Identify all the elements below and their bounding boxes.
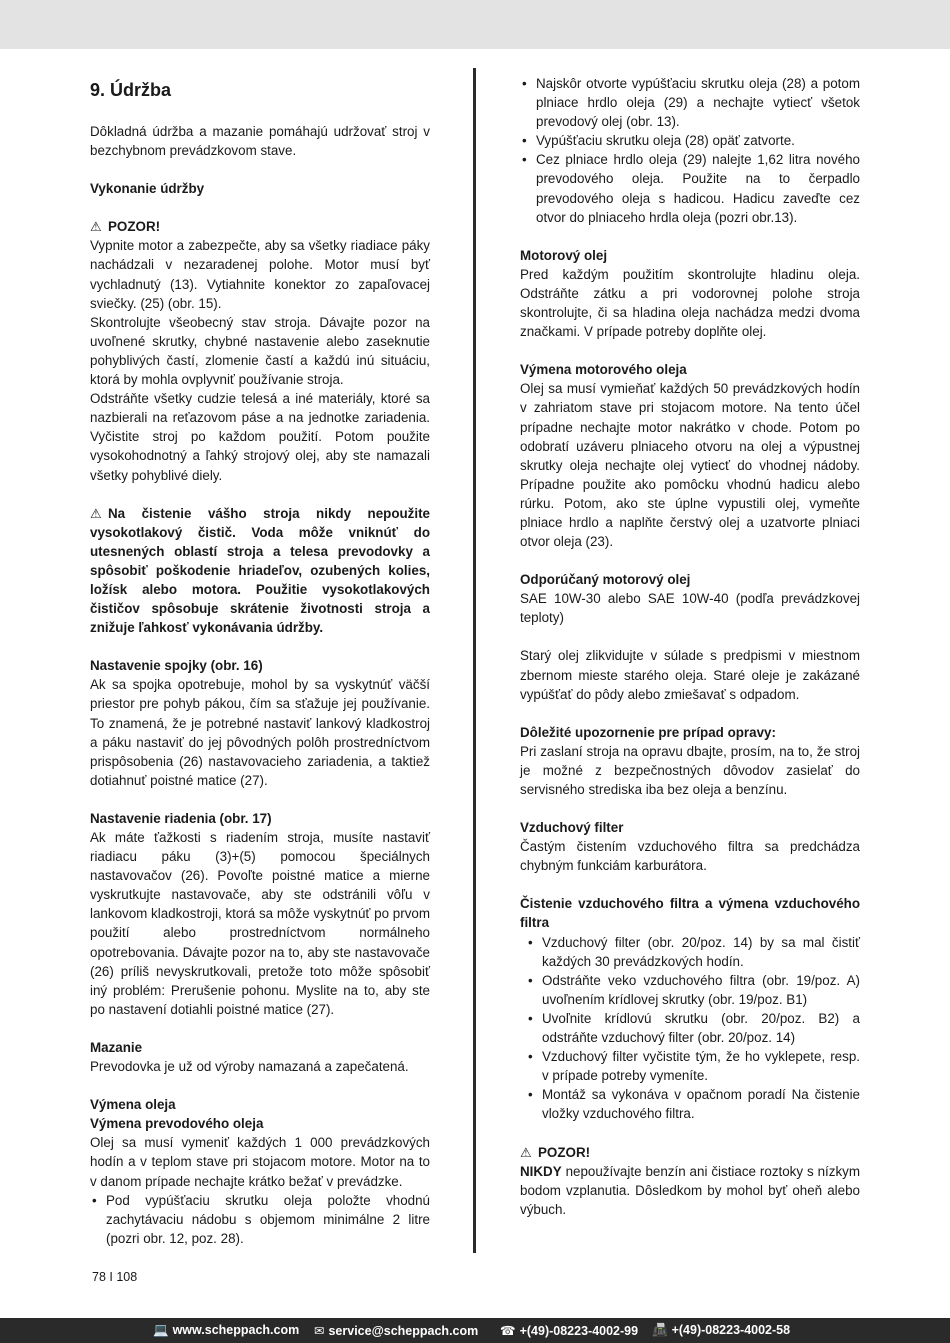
repair-text: Pri zaslaní stroja na opravu dbajte, prosím, na to, že stroj je možné z bezpečnostných dôvodov zasielať do servisného strediska iba bez oleja a benzínu. [520, 743, 860, 797]
page-number: 78 I 108 [92, 1270, 138, 1284]
oil-bullet-list [90, 1191, 430, 1248]
oil-text: Olej sa musí vymeniť každých 1 000 prevádzkových hodín a v teplom stave pri stojacom motore. Motor na to v danom prípade nechajte krátko bežať v prevádzke. [90, 1135, 430, 1189]
list-item: • Odstráňte veko vzduchového filtra (obr. 19/poz. A) uvoľnením krídlovej skrutky (obr. 19/poz. B1) [520, 971, 860, 1009]
air-filter-steps [520, 933, 860, 1124]
phone-icon: ☎ [500, 1324, 516, 1338]
steering-text: Ak máte ťažkosti s riadením stroja, musíte nastaviť riadiacu páku (3)+(5) pomocou špeciálnych nastavovačov (26). Povoľte poistné matice a mierne vyskrutkujte nastavovače, aby ste odstránili vôľu v lankovom kladkostroji, ktorá sa môže vyskytnúť po prvom použití alebo prostredníctvom normálneho opotrebovania. Dávajte pozor na to, aby ste nastavovače (26) príliš nevyskrutkovali, pretože toto môže spôsobiť iný problém: Prerušenie pohonu. Myslite na to, aby ste po nastavení dotiahli poistné matice (27). [90, 830, 430, 1017]
warning-text: NIKDY nepoužívajte benzín ani čistiace roztoky s nízkym bodom vzplanutia. Dôsledkom by mohol byť oheň alebo výbuch. [520, 1163, 860, 1217]
footer-email[interactable]: ✉ service@scheppach.com [314, 1324, 479, 1338]
list-item: • Vzduchový filter (obr. 20/poz. 14) by sa mal čistiť každých 30 prevádzkových hodín. [520, 933, 860, 971]
gear-oil-steps [520, 74, 860, 227]
footer-phone[interactable]: ☎ +(49)-08223-4002-99 [500, 1324, 639, 1338]
motor-oil-heading: Motorový olej [520, 247, 608, 263]
clutch-text: Ak sa spojka opotrebuje, mohol by sa vyskytnúť väčší priestor pre pohyb pákou, čím sa sťažuje jej používanie. To znamená, že je potrebné nastaviť lankový kladkostroj a páku nastaviť do jej pôvodných polôh prostredníctvom prispôsobenia (26) nastavovacieho zariadenia, a taktiež dotiahnuť poistné matice (27). [90, 677, 430, 788]
warning-heading: ⚠ POZOR! [520, 1143, 860, 1162]
air-filter-clean-heading: Čistenie vzduchového filtra a výmena vzduchového filtra [520, 896, 860, 931]
page-title: 9. Údržba [90, 80, 172, 100]
list-item: • Vypúšťaciu skrutku oleja (28) opäť zatvorte. [520, 131, 860, 150]
lube-heading: Mazanie [90, 1039, 143, 1055]
list-item: • Vzduchový filter vyčistite tým, že ho vyklepete, resp. v prípade potreby vymeníte. [520, 1047, 860, 1085]
email-icon: ✉ [314, 1324, 325, 1338]
check-text: Skontrolujte všeobecný stav stroja. Dávajte pozor na uvoľnené skrutky, chybné nastavenie alebo zaseknutie pohyblivých častí, zlomenie častí a každú inú situáciu, ktorá by mohla ovplyvniť používanie stroja. [90, 314, 430, 388]
footer-web[interactable]: 💻 www.scheppach.com [153, 1323, 300, 1337]
lube-text: Prevodovka je už od výroby namazaná a zapečatená. [90, 1059, 409, 1075]
footer-bar [0, 1318, 950, 1343]
left-column [90, 74, 430, 1248]
computer-icon: 💻 [153, 1323, 169, 1337]
repair-heading: Dôležité upozornenie pre prípad opravy: [520, 724, 776, 740]
list-item: • Najskôr otvorte vypúšťaciu skrutku oleja (28) a potom plniace hrdlo oleja (29) a nechajte vytiecť všetok prevodový olej (obr. 13). [520, 74, 860, 131]
remove-text: Odstráňte všetky cudzie telesá a iné materiály, ktoré sa nazbierali na reťazovom páse a na jednotke zariadenia. Vyčistite stroj po každom použití. Potom použite vysokohodnotný a ľahký strojový olej, aby ste namazali všetky pohyblivé diely. [90, 391, 430, 483]
disposal-text: Starý olej zlikvidujte v súlade s predpismi v miestnom zbernom mieste starého oleja. Staré oleje je zakázané vypúšťať do pôdy alebo zmiešavať s odpadom. [520, 648, 860, 702]
header-band [0, 0, 950, 49]
list-item: • Uvoľnite krídlovú skrutku (obr. 20/poz. B2) a odstráňte vzduchový filter (obr. 20/poz. 14) [520, 1009, 860, 1047]
list-item: • Cez plniace hrdlo oleja (29) nalejte 1,62 litra nového prevodového oleja. Použite na to čerpadlo prevodového oleja s hadicou. Hadicu zaveďte cez otvor do plniaceho hrdla oleja (pozri obr.13). [520, 150, 860, 226]
warning-triangle-icon: ⚠ [90, 505, 102, 521]
oil-heading: Výmena oleja [90, 1097, 176, 1113]
steering-heading: Nastavenie riadenia (obr. 17) [90, 810, 272, 826]
air-filter-heading: Vzduchový filter [520, 820, 624, 836]
intro-text: Dôkladná údržba a mazanie pomáhajú udržovať stroj v bezchybnom prevádzkovom stave. [90, 124, 430, 159]
pressure-washer-warning: ⚠ Na čistenie vášho stroja nikdy nepoužite vysokotlakový čistič. Voda môže vniknúť do utesnených oblastí stroja a telesa prevodovky a spôsobiť poškodenie hriadeľov, ozubených kolies, ložísk alebo motora. Použitie vysokotlakových čističov spôsobuje skrátenie životnosti stroja a znižuje ľahkosť vykonávania údržby. [90, 505, 430, 636]
footer-fax: 📠 +(49)-08223-4002-58 [652, 1323, 791, 1337]
maintenance-heading: Vykonanie údržby [90, 181, 205, 197]
fax-icon: 📠 [652, 1323, 668, 1337]
right-column [520, 74, 860, 1219]
warning-heading: ⚠ POZOR! [90, 217, 430, 236]
motor-oil-text: Pred každým použitím skontrolujte hladinu oleja. Odstráňte zátku a pri vodorovnej polohe stroja skontrolujte, či sa hladina oleja nachádza medzi dvoma značkami. V prípade potreby doplňte olej. [520, 266, 860, 340]
warning-text: Vypnite motor a zabezpečte, aby sa všetky riadiace páky nachádzali v nezaradenej polohe. Motor musí byť vychladnutý (13). Vytiahnite konektor zo zapaľovacej sviečky. (25) (obr. 15). [90, 238, 430, 311]
warning-triangle-icon: ⚠ [90, 219, 102, 235]
recommended-oil-text: SAE 10W-30 alebo SAE 10W-40 (podľa prevádzkovej teploty) [520, 591, 860, 626]
warning-triangle-icon: ⚠ [520, 1144, 532, 1160]
list-item: • Montáž sa vykonáva v opačnom poradí Na čistenie vložky vzduchového filtra. [520, 1085, 860, 1123]
clutch-heading: Nastavenie spojky (obr. 16) [90, 658, 263, 674]
gear-oil-heading: Výmena prevodového oleja [90, 1116, 264, 1132]
column-divider [473, 68, 476, 1253]
recommended-oil-heading: Odporúčaný motorový olej [520, 572, 691, 588]
list-item: • Pod vypúšťaciu skrutku oleja položte vhodnú zachytávaciu nádobu s objemom minimálne 2 litre (pozri obr. 12, poz. 28). [90, 1191, 430, 1248]
motor-oil-change-text: Olej sa musí vymieňať každých 50 prevádzkových hodín v zahriatom stave pri stojacom motore. Na tento účel prípadne nechajte motor nakrátko v chode. Potom po odobratí uzáveru plniaceho otvoru na olej a výpustnej skrutky oleja nechajte olej vytiecť do vhodnej nádoby. Prípadne použite ako pomôcku vhodnú hadicu alebo rúrku. Potom, ako ste úplne vypustili olej, vymeňte plniace hrdlo a naplňte čerstvý olej a uzatvorte plniaci otvor oleja (23). [520, 381, 860, 550]
air-filter-text: Častým čistením vzduchového filtra sa predchádza chybným funkciám karburátora. [520, 839, 860, 874]
motor-oil-change-heading: Výmena motorového oleja [520, 362, 687, 378]
